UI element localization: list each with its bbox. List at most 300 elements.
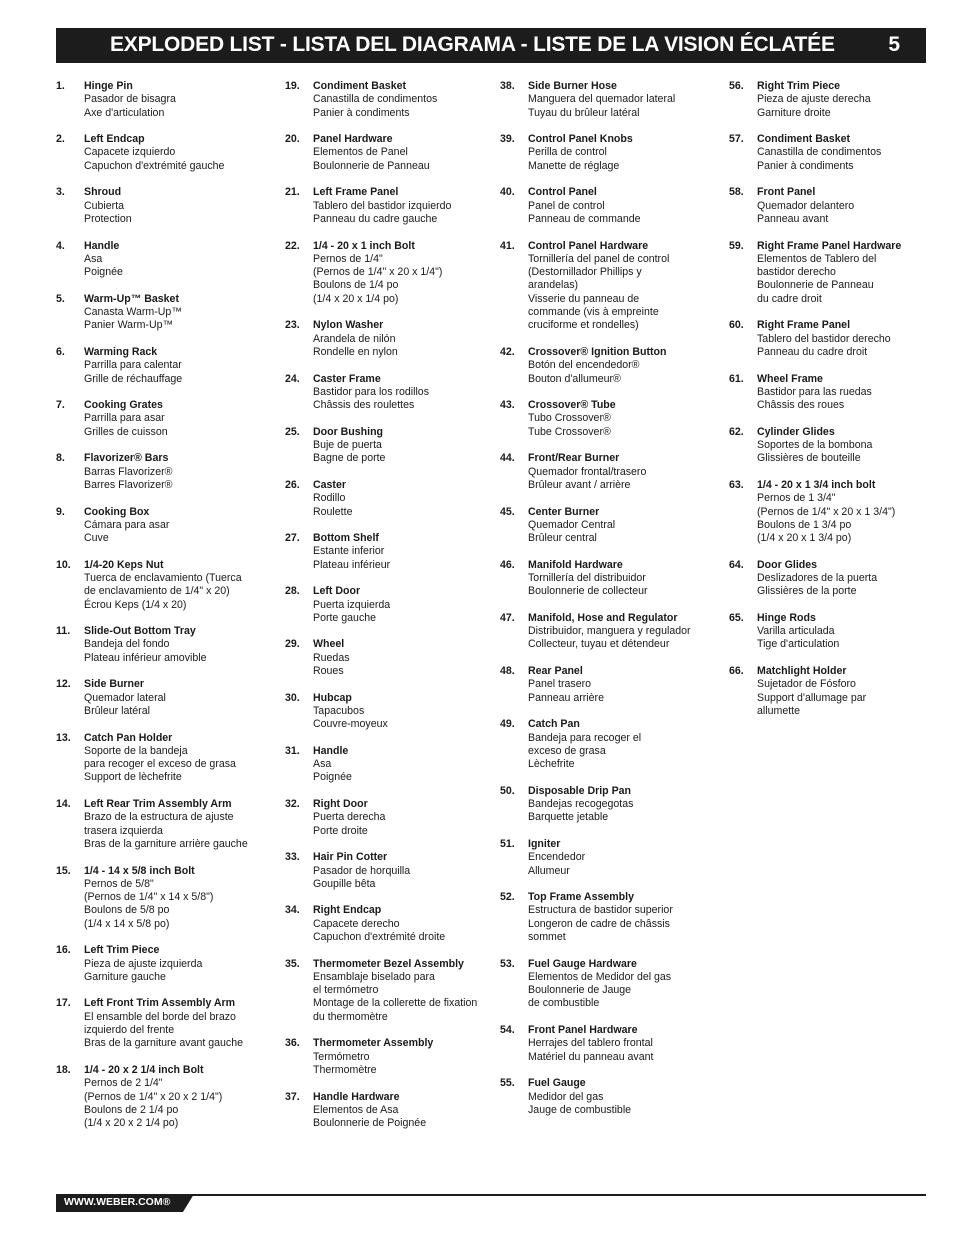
part-translation: Quemador frontal/trasero bbox=[528, 465, 647, 478]
part-name-english: Manifold Hardware bbox=[528, 558, 623, 571]
part-translation: sommet bbox=[528, 931, 566, 943]
part-list-item bbox=[729, 559, 929, 599]
part-list-item bbox=[56, 80, 281, 120]
part-translation: de enclavamiento de 1/4" x 20) bbox=[84, 585, 230, 598]
part-name-english: Igniter bbox=[528, 837, 561, 850]
part-number: 57. bbox=[729, 133, 744, 146]
part-name-english: Front/Rear Burner bbox=[528, 452, 620, 465]
part-name-english: Right Trim Piece bbox=[757, 80, 841, 92]
part-translation: du cadre droit bbox=[757, 292, 822, 305]
part-number: 47. bbox=[500, 611, 515, 624]
part-translation: Pasador de bisagra bbox=[84, 93, 176, 106]
part-translation: Panneau de commande bbox=[528, 212, 641, 225]
part-number: 7. bbox=[56, 399, 65, 412]
part-list-item bbox=[285, 904, 490, 944]
part-translation: Boulons de 1/4 po bbox=[313, 279, 399, 292]
part-translation: Elementos de Panel bbox=[313, 146, 408, 159]
part-translation: Pernos de 1/4" bbox=[313, 252, 383, 265]
part-list-item bbox=[500, 240, 725, 333]
part-list-item bbox=[500, 133, 725, 173]
part-translation: allumette bbox=[757, 704, 800, 717]
part-translation: Roulette bbox=[313, 505, 353, 518]
part-list-item bbox=[56, 399, 281, 439]
part-translation: Bandeja del fondo bbox=[84, 638, 170, 651]
part-number: 5. bbox=[56, 292, 65, 305]
part-name-english: Hinge Rods bbox=[757, 611, 816, 624]
part-number: 23. bbox=[285, 319, 300, 332]
part-number: 54. bbox=[500, 1024, 515, 1037]
part-name-english: Warming Rack bbox=[84, 345, 158, 358]
part-number: 26. bbox=[285, 478, 300, 491]
part-number: 42. bbox=[500, 345, 515, 358]
part-name-english: 1/4 - 20 x 1 3/4 inch bolt bbox=[757, 478, 876, 491]
part-name-english: Slide-Out Bottom Tray bbox=[84, 625, 196, 638]
part-list-item bbox=[500, 452, 725, 492]
part-name-english: Front Panel Hardware bbox=[528, 1024, 638, 1037]
part-translation: Pernos de 1 3/4" bbox=[757, 492, 836, 505]
header-bar bbox=[56, 28, 926, 63]
part-translation: (Pernos de 1/4" x 20 x 2 1/4") bbox=[84, 1090, 223, 1103]
part-translation: Axe d'articulation bbox=[84, 106, 165, 119]
part-translation: Bouton d'allumeur® bbox=[528, 372, 621, 385]
part-list-item bbox=[285, 80, 490, 120]
part-number: 33. bbox=[285, 851, 300, 864]
part-name-english: Cooking Grates bbox=[84, 399, 163, 412]
part-number: 27. bbox=[285, 532, 300, 545]
parts-column-1 bbox=[56, 80, 281, 1144]
part-list-item bbox=[500, 80, 725, 120]
part-translation: Tornillería del distribuidor bbox=[528, 571, 646, 584]
part-number: 56. bbox=[729, 80, 744, 92]
part-name-english: Manifold, Hose and Regulator bbox=[528, 611, 678, 624]
part-list-item bbox=[285, 798, 490, 838]
part-name-english: Left Front Trim Assembly Arm bbox=[84, 997, 236, 1010]
part-translation: Garniture droite bbox=[757, 106, 831, 119]
part-translation: (1/4 x 14 x 5/8 po) bbox=[84, 917, 170, 930]
part-name-english: Wheel Frame bbox=[757, 372, 823, 385]
part-translation: du thermomètre bbox=[313, 1010, 388, 1023]
part-translation: Panel de control bbox=[528, 199, 605, 212]
part-translation: Sujetador de Fósforo bbox=[757, 678, 856, 691]
part-translation: Couvre-moyeux bbox=[313, 718, 388, 731]
part-translation: Deslizadores de la puerta bbox=[757, 571, 878, 584]
part-name-english: Rear Panel bbox=[528, 665, 583, 678]
part-translation: Quemador delantero bbox=[757, 199, 855, 212]
part-translation: Brûleur central bbox=[528, 532, 597, 545]
part-translation: Collecteur, tuyau et détendeur bbox=[528, 638, 670, 651]
part-number: 48. bbox=[500, 665, 515, 678]
part-translation: Boulonnerie de Panneau bbox=[757, 279, 874, 292]
part-list-item bbox=[285, 240, 490, 306]
part-translation: exceso de grasa bbox=[528, 744, 606, 757]
part-list-item bbox=[56, 865, 281, 931]
part-translation: Boulons de 2 1/4 po bbox=[84, 1103, 179, 1116]
part-number: 8. bbox=[56, 452, 65, 465]
part-translation: Tablero del bastidor derecho bbox=[757, 332, 891, 345]
part-number: 9. bbox=[56, 505, 65, 518]
part-name-english: Handle Hardware bbox=[313, 1090, 400, 1103]
part-translation: Écrou Keps (1/4 x 20) bbox=[84, 598, 187, 611]
part-name-english: Left Endcap bbox=[84, 133, 145, 146]
part-number: 61. bbox=[729, 372, 744, 385]
part-translation: Boulons de 1 3/4 po bbox=[757, 518, 852, 531]
part-name-english: Control Panel bbox=[528, 186, 597, 199]
part-number: 50. bbox=[500, 784, 515, 797]
part-name-english: Right Frame Panel bbox=[757, 319, 851, 332]
part-number: 31. bbox=[285, 744, 300, 757]
part-number: 41. bbox=[500, 239, 515, 252]
part-translation: Porte droite bbox=[313, 824, 368, 837]
part-name-english: Nylon Washer bbox=[313, 319, 384, 332]
part-translation: Jauge de combustible bbox=[528, 1103, 632, 1116]
part-translation: Parrilla para asar bbox=[84, 412, 165, 425]
part-number: 10. bbox=[56, 558, 71, 571]
part-number: 22. bbox=[285, 239, 300, 252]
parts-column-4 bbox=[729, 80, 929, 732]
part-translation: Thermomètre bbox=[313, 1063, 377, 1076]
part-translation: Tige d'articulation bbox=[757, 638, 840, 651]
part-translation: Panel trasero bbox=[528, 678, 592, 691]
part-translation: Goupille bêta bbox=[313, 877, 376, 890]
part-number: 35. bbox=[285, 957, 300, 970]
part-translation: Puerta izquierda bbox=[313, 598, 391, 611]
part-list-item bbox=[285, 1091, 490, 1131]
part-translation: Soporte de la bandeja bbox=[84, 744, 188, 757]
part-list-item bbox=[285, 479, 490, 519]
part-list-item bbox=[500, 399, 725, 439]
part-translation: Montage de la collerette de fixation bbox=[313, 997, 478, 1010]
part-translation: Manette de réglage bbox=[528, 159, 620, 172]
part-translation: Roues bbox=[313, 665, 344, 678]
part-list-item bbox=[56, 240, 281, 280]
parts-column-2 bbox=[285, 80, 490, 1144]
part-translation: Rondelle en nylon bbox=[313, 345, 398, 358]
part-translation: Soportes de la bombona bbox=[757, 439, 873, 452]
part-number: 30. bbox=[285, 691, 300, 704]
part-name-english: Caster Frame bbox=[313, 372, 381, 385]
part-translation: Barres Flavorizer® bbox=[84, 478, 173, 491]
part-number: 1. bbox=[56, 80, 65, 92]
part-number: 28. bbox=[285, 585, 300, 598]
part-translation: Pieza de ajuste derecha bbox=[757, 93, 871, 106]
part-number: 63. bbox=[729, 478, 744, 491]
part-translation: Bastidor para las ruedas bbox=[757, 385, 872, 398]
part-list-item bbox=[56, 678, 281, 718]
part-name-english: Right Endcap bbox=[313, 904, 382, 917]
part-name-english: Hubcap bbox=[313, 691, 352, 704]
part-translation: Barras Flavorizer® bbox=[84, 465, 173, 478]
part-name-english: Panel Hardware bbox=[313, 133, 393, 146]
part-list-item bbox=[729, 612, 929, 652]
part-translation: Quemador Central bbox=[528, 518, 616, 531]
part-name-english: Center Burner bbox=[528, 505, 600, 518]
part-name-english: Thermometer Assembly bbox=[313, 1037, 434, 1050]
part-translation: Grilles de cuisson bbox=[84, 425, 168, 438]
part-translation: Boulons de 5/8 po bbox=[84, 904, 170, 917]
part-name-english: Disposable Drip Pan bbox=[528, 784, 632, 797]
part-translation: Parrilla para calentar bbox=[84, 359, 182, 372]
part-number: 20. bbox=[285, 133, 300, 146]
part-list-item bbox=[285, 958, 490, 1024]
part-list-item bbox=[729, 133, 929, 173]
part-name-english: Condiment Basket bbox=[757, 133, 851, 146]
part-list-item bbox=[56, 506, 281, 546]
part-number: 21. bbox=[285, 186, 300, 199]
part-translation: Panneau du cadre gauche bbox=[313, 212, 438, 225]
part-translation: (Pernos de 1/4" x 20 x 1 3/4") bbox=[757, 505, 896, 518]
part-translation: Estructura de bastidor superior bbox=[528, 904, 673, 917]
part-list-item bbox=[729, 80, 929, 120]
part-translation: Distribuidor, manguera y regulador bbox=[528, 625, 691, 638]
part-name-english: Left Frame Panel bbox=[313, 186, 399, 199]
part-number: 14. bbox=[56, 798, 71, 811]
part-translation: Grille de réchauffage bbox=[84, 372, 183, 385]
part-translation: Garniture gauche bbox=[84, 970, 166, 983]
part-list-item bbox=[729, 479, 929, 545]
part-list-item bbox=[500, 891, 725, 944]
part-name-english: Control Panel Hardware bbox=[528, 239, 649, 252]
part-name-english: Top Frame Assembly bbox=[528, 891, 634, 904]
part-number: 19. bbox=[285, 80, 300, 92]
part-list-item bbox=[500, 785, 725, 825]
part-number: 18. bbox=[56, 1063, 71, 1076]
part-translation: Glissières de la porte bbox=[757, 585, 857, 598]
part-translation: Boulonnerie de Panneau bbox=[313, 159, 430, 172]
part-translation: Tube Crossover® bbox=[528, 425, 611, 438]
part-number: 64. bbox=[729, 558, 744, 571]
part-name-english: Matchlight Holder bbox=[757, 665, 847, 678]
part-number: 43. bbox=[500, 399, 515, 412]
part-translation: Bras de la garniture arrière gauche bbox=[84, 837, 248, 850]
part-list-item bbox=[285, 585, 490, 625]
part-name-english: 1/4 - 20 x 1 inch Bolt bbox=[313, 239, 415, 252]
part-list-item bbox=[729, 426, 929, 466]
part-translation: Châssis des roues bbox=[757, 399, 845, 412]
part-translation: El ensamble del borde del brazo bbox=[84, 1010, 236, 1023]
part-list-item bbox=[56, 625, 281, 665]
part-name-english: Crossover® Ignition Button bbox=[528, 345, 667, 358]
part-list-item bbox=[285, 373, 490, 413]
part-translation: cruciforme et rondelles) bbox=[528, 319, 639, 332]
part-translation: Ruedas bbox=[313, 651, 350, 664]
part-translation: Pernos de 2 1/4" bbox=[84, 1077, 163, 1090]
part-translation: Termómetro bbox=[313, 1050, 370, 1063]
part-list-item bbox=[729, 186, 929, 226]
part-number: 12. bbox=[56, 678, 71, 691]
part-number: 3. bbox=[56, 186, 65, 199]
part-translation: Capuchon d'extrémité droite bbox=[313, 931, 446, 943]
part-name-english: Fuel Gauge Hardware bbox=[528, 957, 637, 970]
part-list-item bbox=[500, 665, 725, 705]
part-translation: Bagne de porte bbox=[313, 452, 386, 465]
part-translation: Elementos de Medidor del gas bbox=[528, 970, 672, 983]
part-number: 60. bbox=[729, 319, 744, 332]
part-list-item bbox=[56, 293, 281, 333]
part-list-item bbox=[500, 506, 725, 546]
part-translation: trasera izquierda bbox=[84, 824, 163, 837]
part-list-item bbox=[500, 718, 725, 771]
part-list-item bbox=[56, 997, 281, 1050]
part-translation: Asa bbox=[313, 758, 332, 771]
part-list-item bbox=[285, 319, 490, 359]
part-translation: Tablero del bastidor izquierdo bbox=[313, 199, 452, 212]
part-list-item bbox=[500, 612, 725, 652]
part-list-item bbox=[500, 958, 725, 1011]
part-list-item bbox=[729, 373, 929, 413]
part-number: 52. bbox=[500, 891, 515, 904]
part-name-english: Cylinder Glides bbox=[757, 425, 835, 438]
part-translation: Quemador lateral bbox=[84, 691, 166, 704]
part-translation: Lèchefrite bbox=[528, 758, 575, 771]
part-name-english: Shroud bbox=[84, 186, 122, 199]
part-number: 11. bbox=[56, 625, 71, 638]
part-translation: Tuerca de enclavamiento (Tuerca bbox=[84, 571, 242, 584]
part-translation: Châssis des roulettes bbox=[313, 399, 415, 412]
part-translation: Panier Warm-Up™ bbox=[84, 319, 174, 332]
part-translation: Panneau arrière bbox=[528, 691, 604, 704]
part-translation: Bandejas recogegotas bbox=[528, 798, 634, 811]
part-name-english: Thermometer Bezel Assembly bbox=[313, 957, 464, 970]
part-list-item bbox=[56, 186, 281, 226]
part-number: 38. bbox=[500, 80, 515, 92]
part-number: 51. bbox=[500, 837, 515, 850]
part-number: 66. bbox=[729, 665, 744, 678]
part-list-item bbox=[285, 692, 490, 732]
part-list-item bbox=[285, 186, 490, 226]
part-name-english: Warm-Up™ Basket bbox=[84, 292, 179, 305]
part-name-english: Handle bbox=[313, 744, 349, 757]
part-translation: Panneau du cadre droit bbox=[757, 345, 868, 358]
part-list-item bbox=[56, 1064, 281, 1130]
part-translation: Poignée bbox=[313, 771, 352, 784]
part-number: 29. bbox=[285, 638, 300, 651]
part-number: 25. bbox=[285, 425, 300, 438]
part-translation: (1/4 x 20 x 2 1/4 po) bbox=[84, 1117, 179, 1130]
part-list-item bbox=[729, 665, 929, 718]
part-translation: Rodillo bbox=[313, 492, 346, 505]
part-list-item bbox=[285, 745, 490, 785]
part-list-item bbox=[500, 346, 725, 386]
part-translation: Bandeja para recoger el bbox=[528, 731, 642, 744]
part-name-english: Door Bushing bbox=[313, 425, 384, 438]
part-translation: Bastidor para los rodillos bbox=[313, 385, 429, 398]
part-translation: Varilla articulada bbox=[757, 625, 835, 638]
part-list-item bbox=[56, 944, 281, 984]
part-name-english: Hair Pin Cotter bbox=[313, 851, 388, 864]
part-name-english: Cooking Box bbox=[84, 505, 150, 518]
part-translation: Tuyau du brûleur latéral bbox=[528, 106, 640, 119]
part-number: 32. bbox=[285, 798, 300, 811]
part-name-english: Catch Pan Holder bbox=[84, 731, 173, 744]
part-translation: Medidor del gas bbox=[528, 1090, 604, 1103]
part-number: 62. bbox=[729, 425, 744, 438]
part-number: 58. bbox=[729, 186, 744, 199]
part-list-item bbox=[285, 532, 490, 572]
part-list-item bbox=[56, 346, 281, 386]
part-translation: el termómetro bbox=[313, 984, 379, 997]
part-translation: Porte gauche bbox=[313, 611, 377, 624]
part-translation: Pernos de 5/8" bbox=[84, 877, 154, 890]
part-list-item bbox=[500, 1024, 725, 1064]
part-name-english: Catch Pan bbox=[528, 718, 580, 731]
part-list-item bbox=[285, 851, 490, 891]
part-number: 40. bbox=[500, 186, 515, 199]
part-translation: Boulonnerie de collecteur bbox=[528, 585, 648, 598]
part-name-english: Handle bbox=[84, 239, 120, 252]
part-list-item bbox=[56, 133, 281, 173]
part-list-item bbox=[56, 452, 281, 492]
part-translation: Puerta derecha bbox=[313, 811, 386, 824]
part-list-item bbox=[285, 638, 490, 678]
part-name-english: Fuel Gauge bbox=[528, 1077, 586, 1090]
part-list-item bbox=[500, 559, 725, 599]
part-translation: Encendedor bbox=[528, 851, 586, 864]
part-number: 16. bbox=[56, 944, 71, 957]
footer-url[interactable]: WWW.WEBER.COM® bbox=[64, 1196, 171, 1208]
part-translation: Panneau avant bbox=[757, 212, 829, 225]
part-translation: Elementos de Tablero del bbox=[757, 252, 877, 265]
part-translation: Barquette jetable bbox=[528, 811, 609, 824]
part-translation: Boulonnerie de Jauge bbox=[528, 984, 632, 997]
part-translation: (Pernos de 1/4" x 14 x 5/8") bbox=[84, 891, 214, 904]
part-name-english: Bottom Shelf bbox=[313, 532, 379, 545]
part-name-english: Front Panel bbox=[757, 186, 816, 199]
part-translation: Botón del encendedor® bbox=[528, 359, 640, 372]
part-translation: Tubo Crossover® bbox=[528, 412, 611, 425]
part-name-english: Caster bbox=[313, 478, 346, 491]
part-list-item bbox=[56, 732, 281, 785]
part-translation: Panier à condiments bbox=[757, 159, 854, 172]
part-name-english: Side Burner bbox=[84, 678, 145, 691]
part-translation: bastidor derecho bbox=[757, 266, 836, 279]
part-list-item bbox=[285, 426, 490, 466]
part-number: 13. bbox=[56, 731, 71, 744]
part-translation: Matériel du panneau avant bbox=[528, 1050, 654, 1063]
part-translation: para recoger el exceso de grasa bbox=[84, 758, 236, 771]
part-name-english: Wheel bbox=[313, 638, 345, 651]
part-name-english: Condiment Basket bbox=[313, 80, 407, 92]
part-number: 6. bbox=[56, 345, 65, 358]
part-translation: Canastilla de condimentos bbox=[313, 93, 438, 106]
part-translation: izquierdo del frente bbox=[84, 1024, 175, 1037]
part-translation: Asa bbox=[84, 252, 103, 265]
part-translation: Plateau inférieur amovible bbox=[84, 651, 207, 664]
part-translation: Visserie du panneau de bbox=[528, 292, 640, 305]
part-number: 49. bbox=[500, 718, 515, 731]
part-number: 53. bbox=[500, 957, 515, 970]
part-number: 55. bbox=[500, 1077, 515, 1090]
part-translation: Capuchon d'extrémité gauche bbox=[84, 159, 225, 172]
part-name-english: 1/4 - 14 x 5/8 inch Bolt bbox=[84, 864, 195, 877]
part-translation: Bras de la garniture avant gauche bbox=[84, 1037, 244, 1050]
parts-column-3 bbox=[500, 80, 725, 1130]
part-translation: Glissières de bouteille bbox=[757, 452, 861, 465]
part-name-english: Side Burner Hose bbox=[528, 80, 617, 92]
part-translation: Boulonnerie de Poignée bbox=[313, 1117, 427, 1130]
part-number: 36. bbox=[285, 1037, 300, 1050]
part-name-english: Door Glides bbox=[757, 558, 818, 571]
part-list-item bbox=[729, 240, 929, 306]
part-list-item bbox=[500, 1077, 725, 1117]
part-translation: Pieza de ajuste izquierda bbox=[84, 957, 203, 970]
part-translation: Elementos de Asa bbox=[313, 1103, 399, 1116]
part-list-item bbox=[56, 798, 281, 851]
part-translation: arandelas) bbox=[528, 279, 579, 292]
part-list-item bbox=[500, 838, 725, 878]
part-name-english: 1/4 - 20 x 2 1/4 inch Bolt bbox=[84, 1063, 204, 1076]
part-translation: Cubierta bbox=[84, 199, 125, 212]
part-name-english: Flavorizer® Bars bbox=[84, 452, 169, 465]
